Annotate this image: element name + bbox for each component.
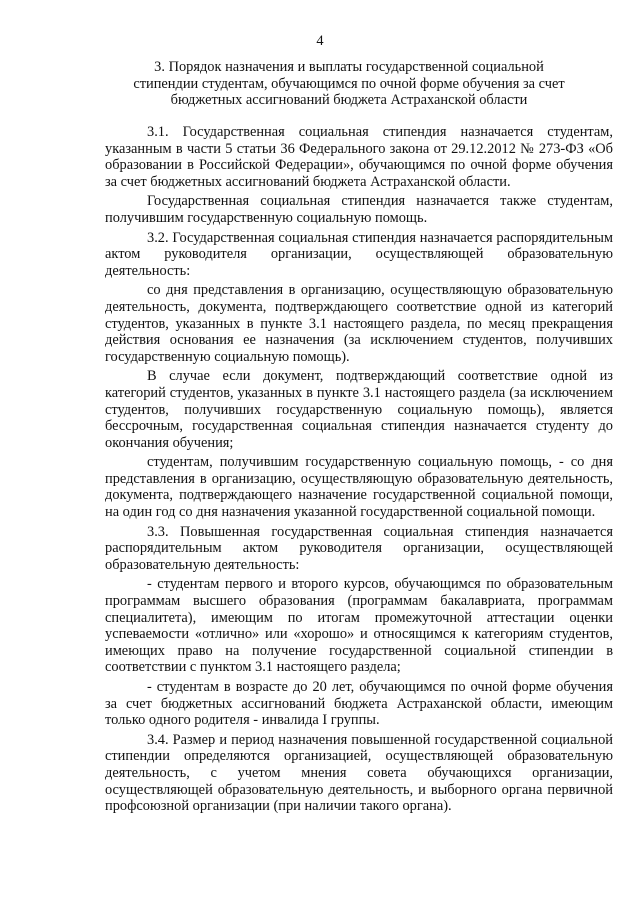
list-item: - студентам первого и второго курсов, обучающимся по образовательным программам высшего образования (программам бакалавриата, программам специалитета), имеющим по итогам промежуточной аттестации оценки успеваемости «отлично» или «хорошо» и относящимся к категориям студентов, имеющих право на получение государственной социальной стипендии в соответствии с пунктом 3.1 настоящего раздела; bbox=[105, 576, 613, 676]
list-item: - студентам в возрасте до 20 лет, обучающимся по очной форме обучения за счет бюджетных ассигнований бюджета Астраханской области, имеющим только одного родителя - инвалида I группы. bbox=[105, 679, 613, 729]
paragraph-3-2: 3.2. Государственная социальная стипендия назначается распорядительным актом руководителя организации, осуществляющей образовательную деятельность: bbox=[105, 229, 613, 279]
paragraph: со дня представления в организацию, осуществляющую образовательную деятельность, документа, подтверждающего соответствие одной из категорий студентов, указанных в пункте 3.1 настоящего раздела, по месяц прекращения действия основания ее назначения (за исключением студентов, получивших государственную социальную помощь). bbox=[105, 282, 613, 365]
paragraph-3-4: 3.4. Размер и период назначения повышенной государственной социальной стипендии определяются организацией, осуществляющей образовательную деятельность, с учетом мнения совета обучающихся организации, осуществляющей образовательную деятельность, и выборного органа первичной профсоюзной организации (при наличии такого органа). bbox=[105, 731, 613, 815]
page-number: 4 bbox=[316, 33, 324, 49]
paragraph: В случае если документ, подтверждающий соответствие одной из категорий студентов, указанных в пункте 3.1 настоящего раздела (за исключением студентов, получивших государственную социальную помощь), является бессрочным, государственная социальная стипендия назначается студенту до окончания обучения; bbox=[105, 368, 613, 451]
paragraph: студентам, получившим государственную социальную помощь, - со дня представления в организацию, осуществляющую образовательную деятельность, документа, подтверждающего назначение государственной социальной помощи, на один год со дня назначения указанной государственной социальной помощи. bbox=[105, 454, 613, 521]
paragraph-3-3: 3.3. Повышенная государственная социальная стипендия назначается распорядительным актом руководителя организации, осуществляющей образовательную деятельность: bbox=[105, 523, 613, 573]
section-heading: 3. Порядок назначения и выплаты государственной социальной стипендии студентам, обучающимся по очной форме обучения за счет бюджетных ассигнований бюджета Астраханской области bbox=[133, 59, 565, 109]
paragraph: Государственная социальная стипендия назначается также студентам, получившим государственную социальную помощь. bbox=[105, 193, 613, 226]
section-body bbox=[105, 124, 613, 815]
paragraph-3-1: 3.1. Государственная социальная стипендия назначается студентам, указанным в части 5 статьи 36 Федерального закона от 29.12.2012 № 273-ФЗ «Об образовании в Российской Федерации», обучающимся по очной форме обучения за счет бюджетных ассигнований бюджета Астраханской области. bbox=[105, 124, 613, 190]
